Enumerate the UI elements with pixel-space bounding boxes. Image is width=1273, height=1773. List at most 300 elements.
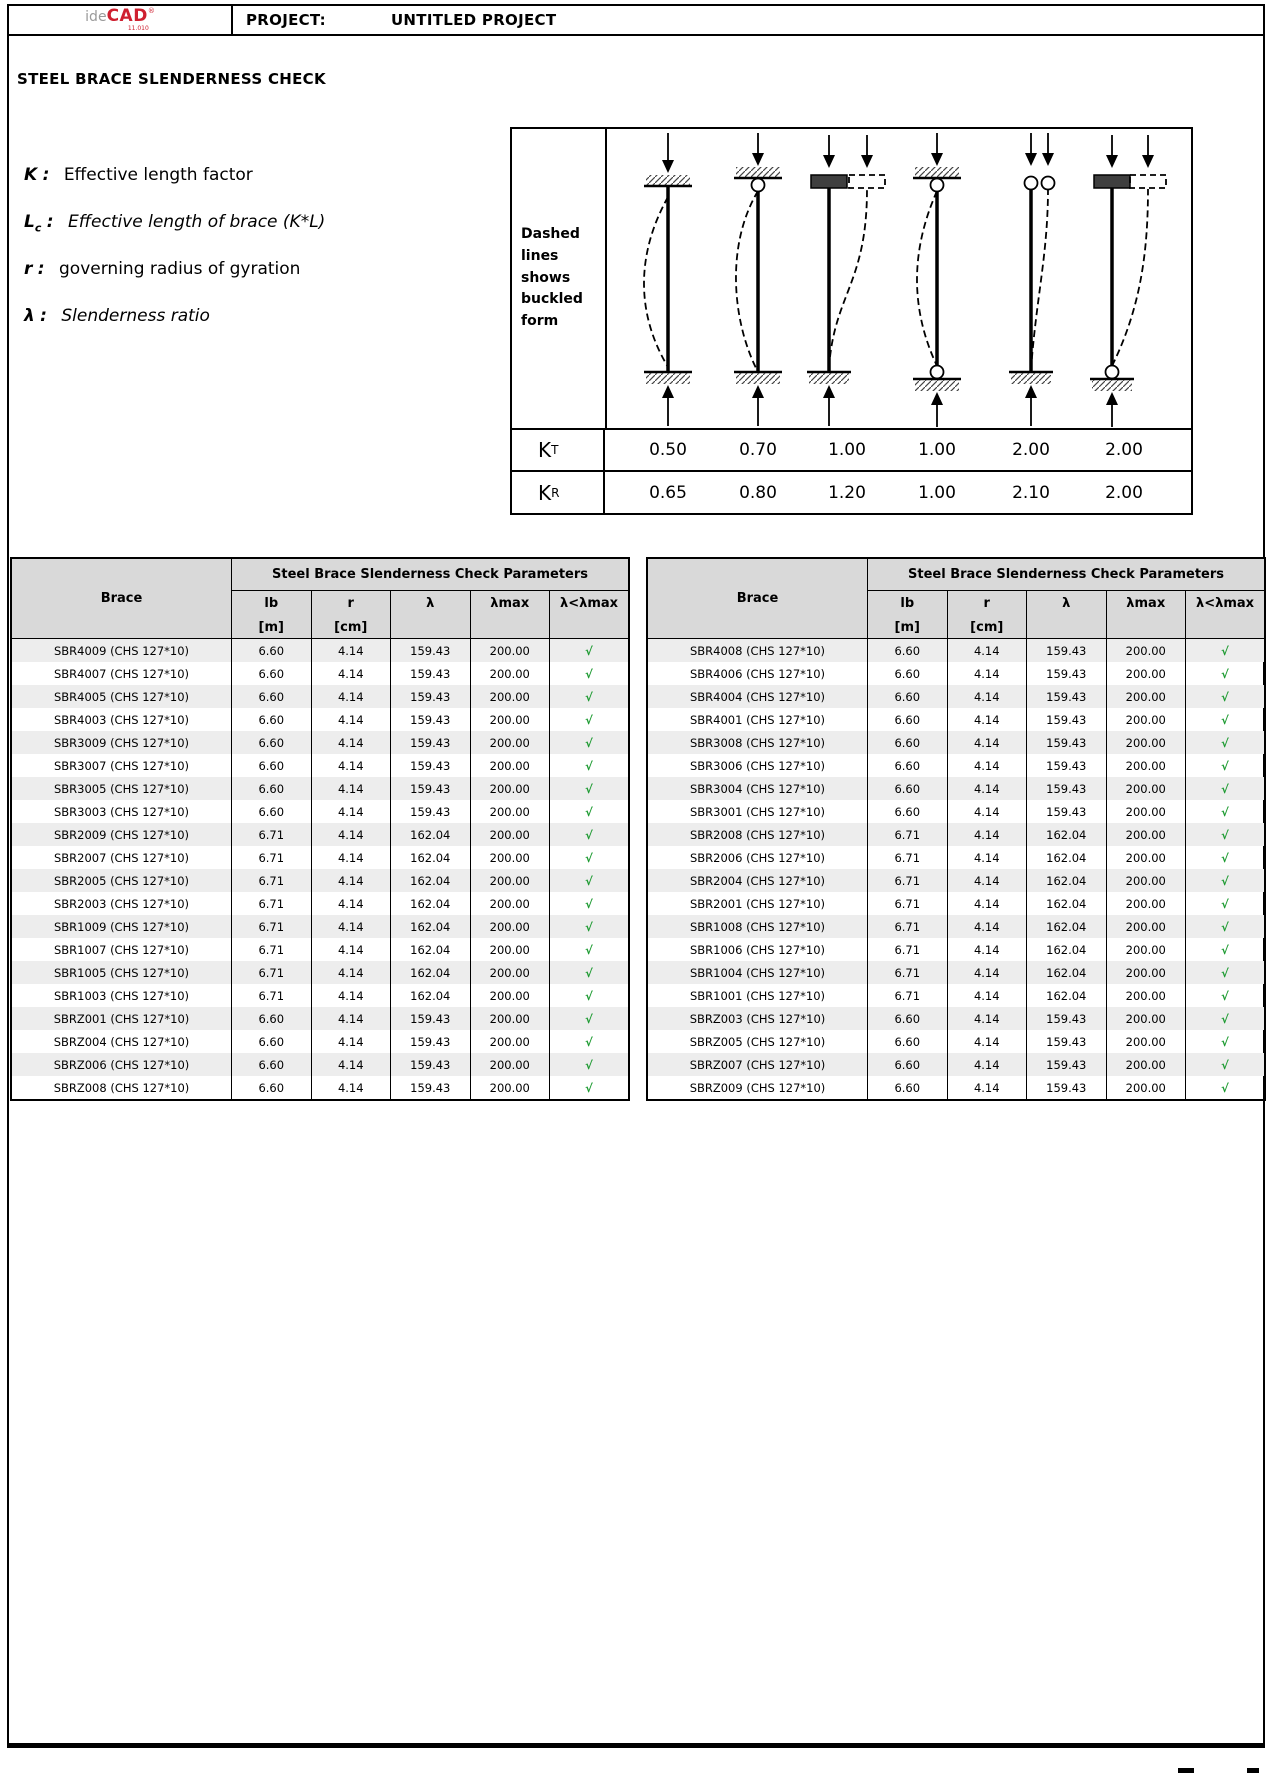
table-row: [647, 639, 1265, 663]
lambda-cell: 159.43: [1027, 731, 1107, 754]
r-cell: 4.14: [947, 961, 1027, 984]
lambda-cell: 159.43: [1027, 1007, 1107, 1030]
col-header-r: r [cm]: [947, 591, 1027, 639]
brace-figure-fixed-fixed: [644, 133, 692, 426]
table-row: [647, 869, 1265, 892]
lb-cell: 6.60: [232, 1053, 312, 1076]
lambda-max-cell: 200.00: [1106, 823, 1186, 846]
r-cell: 4.14: [311, 662, 391, 685]
lambda-max-cell: 200.00: [1106, 685, 1186, 708]
col-header-brace: Brace: [647, 558, 868, 639]
lambda-max-cell: 200.00: [470, 1030, 550, 1053]
check-cell: √: [1186, 639, 1266, 663]
lb-cell: 6.71: [868, 823, 948, 846]
check-cell: √: [550, 1007, 630, 1030]
r-cell: 4.14: [311, 1007, 391, 1030]
lambda-max-cell: 200.00: [470, 685, 550, 708]
lambda-max-cell: 200.00: [470, 777, 550, 800]
r-cell: 4.14: [947, 708, 1027, 731]
table-row: [647, 777, 1265, 800]
check-cell: √: [1186, 731, 1266, 754]
check-cell: √: [1186, 777, 1266, 800]
col-header-lb: lb [m]: [868, 591, 948, 639]
check-cell: √: [1186, 961, 1266, 984]
brace-name-cell: SBR3005 (CHS 127*10): [11, 777, 232, 800]
kt-value: 0.50: [649, 440, 687, 460]
brace-name-cell: SBR3004 (CHS 127*10): [647, 777, 868, 800]
lambda-max-cell: 200.00: [1106, 777, 1186, 800]
table-row: [647, 846, 1265, 869]
kr-value: 0.80: [739, 482, 777, 503]
r-cell: 4.14: [947, 984, 1027, 1007]
check-cell: √: [550, 639, 630, 663]
lb-cell: 6.71: [868, 938, 948, 961]
check-cell: √: [1186, 823, 1266, 846]
lb-cell: 6.71: [868, 961, 948, 984]
lambda-max-cell: 200.00: [470, 892, 550, 915]
brace-name-cell: SBR4009 (CHS 127*10): [11, 639, 232, 663]
table-row: [11, 662, 629, 685]
brace-name-cell: SBRZ006 (CHS 127*10): [11, 1053, 232, 1076]
lambda-cell: 162.04: [391, 823, 471, 846]
brace-name-cell: SBR2006 (CHS 127*10): [647, 846, 868, 869]
lambda-max-cell: 200.00: [1106, 731, 1186, 754]
kt-value: 1.00: [828, 440, 866, 460]
brace-name-cell: SBR2004 (CHS 127*10): [647, 869, 868, 892]
lambda-max-cell: 200.00: [470, 754, 550, 777]
check-cell: √: [1186, 984, 1266, 1007]
lb-cell: 6.60: [868, 731, 948, 754]
lambda-max-cell: 200.00: [1106, 754, 1186, 777]
lambda-cell: 159.43: [1027, 1053, 1107, 1076]
lambda-cell: 159.43: [391, 1053, 471, 1076]
table-row: [647, 800, 1265, 823]
table-row: [647, 1007, 1265, 1030]
lambda-cell: 159.43: [391, 1076, 471, 1100]
r-cell: 4.14: [311, 938, 391, 961]
lambda-max-cell: 200.00: [1106, 1076, 1186, 1100]
r-cell: 4.14: [947, 731, 1027, 754]
col-header-lambda: λ: [1027, 591, 1107, 639]
brace-name-cell: SBR1003 (CHS 127*10): [11, 984, 232, 1007]
kr-value: 1.00: [918, 482, 956, 503]
lambda-max-cell: 200.00: [1106, 869, 1186, 892]
check-cell: √: [1186, 846, 1266, 869]
lb-cell: 6.71: [868, 915, 948, 938]
r-cell: 4.14: [947, 915, 1027, 938]
brace-name-cell: SBR4006 (CHS 127*10): [647, 662, 868, 685]
page-bottom-rule: [7, 1743, 1265, 1748]
brace-name-cell: SBR1009 (CHS 127*10): [11, 915, 232, 938]
kr-value: 0.65: [649, 482, 687, 503]
table-row: [647, 915, 1265, 938]
lb-cell: 6.60: [868, 639, 948, 663]
lambda-cell: 159.43: [1027, 685, 1107, 708]
brace-name-cell: SBR3001 (CHS 127*10): [647, 800, 868, 823]
table-row: [11, 777, 629, 800]
lambda-cell: 162.04: [1027, 869, 1107, 892]
r-cell: 4.14: [311, 869, 391, 892]
col-header-brace: Brace: [11, 558, 232, 639]
table-row: [11, 1030, 629, 1053]
lb-cell: 6.60: [232, 1030, 312, 1053]
col-header-r: r [cm]: [311, 591, 391, 639]
lb-cell: 6.71: [868, 846, 948, 869]
table-row: [11, 823, 629, 846]
page-title: STEEL BRACE SLENDERNESS CHECK: [17, 70, 326, 88]
registered-mark-icon: ®: [147, 7, 155, 15]
effective-length-diagram: [510, 127, 1193, 515]
r-cell: 4.14: [947, 800, 1027, 823]
col-header-params: Steel Brace Slenderness Check Parameters: [232, 558, 630, 591]
r-cell: 4.14: [947, 1030, 1027, 1053]
project-cell: [233, 6, 1263, 34]
col-header-params: Steel Brace Slenderness Check Parameters: [868, 558, 1266, 591]
table-row: [647, 892, 1265, 915]
lb-cell: 6.60: [868, 685, 948, 708]
lb-cell: 6.71: [232, 984, 312, 1007]
lb-cell: 6.71: [232, 915, 312, 938]
lambda-cell: 159.43: [1027, 754, 1107, 777]
r-cell: 4.14: [311, 823, 391, 846]
report-header: [7, 4, 1265, 36]
lambda-max-cell: 200.00: [1106, 1007, 1186, 1030]
lb-cell: 6.71: [868, 892, 948, 915]
lambda-cell: 162.04: [1027, 938, 1107, 961]
brace-name-cell: SBR2001 (CHS 127*10): [647, 892, 868, 915]
lb-cell: 6.71: [232, 846, 312, 869]
brace-name-cell: SBR4008 (CHS 127*10): [647, 639, 868, 663]
lambda-max-cell: 200.00: [1106, 961, 1186, 984]
r-cell: 4.14: [311, 800, 391, 823]
diagram-note: Dashed lines shows buckled form: [521, 226, 583, 330]
r-cell: 4.14: [311, 685, 391, 708]
lb-cell: 6.71: [232, 869, 312, 892]
lambda-max-cell: 200.00: [470, 915, 550, 938]
brace-name-cell: SBR4007 (CHS 127*10): [11, 662, 232, 685]
check-cell: √: [550, 1053, 630, 1076]
check-cell: √: [1186, 915, 1266, 938]
kt-label: K T: [512, 430, 605, 470]
logo-cad-text: CAD: [106, 6, 148, 26]
lambda-cell: 159.43: [1027, 800, 1107, 823]
lb-cell: 6.71: [232, 823, 312, 846]
brace-name-cell: SBRZ005 (CHS 127*10): [647, 1030, 868, 1053]
brace-name-cell: SBR2008 (CHS 127*10): [647, 823, 868, 846]
table-row: [11, 1007, 629, 1030]
lambda-cell: 162.04: [1027, 823, 1107, 846]
kt-value: 1.00: [918, 440, 956, 460]
table-row: [647, 1076, 1265, 1100]
table-row: [647, 984, 1265, 1007]
buckled-form-figures: [607, 129, 1191, 428]
lambda-cell: 159.43: [391, 754, 471, 777]
lambda-max-cell: 200.00: [1106, 846, 1186, 869]
check-cell: √: [1186, 1007, 1266, 1030]
brace-figure-guided-pinned: [1090, 135, 1166, 427]
r-cell: 4.14: [947, 869, 1027, 892]
r-cell: 4.14: [311, 1076, 391, 1100]
definition-r: r : governing radius of gyration: [24, 259, 301, 279]
lambda-max-cell: 200.00: [1106, 800, 1186, 823]
lb-cell: 6.60: [232, 685, 312, 708]
lambda-max-cell: 200.00: [470, 1076, 550, 1100]
kr-row: [512, 470, 1191, 513]
kt-value: 2.00: [1105, 440, 1143, 460]
brace-name-cell: SBR3006 (CHS 127*10): [647, 754, 868, 777]
table-row: [11, 639, 629, 663]
r-cell: 4.14: [947, 892, 1027, 915]
lambda-cell: 162.04: [1027, 915, 1107, 938]
lb-cell: 6.60: [232, 777, 312, 800]
lb-cell: 6.60: [232, 754, 312, 777]
lambda-cell: 159.43: [391, 708, 471, 731]
lb-cell: 6.71: [868, 869, 948, 892]
check-cell: √: [550, 754, 630, 777]
slenderness-table-left: [10, 557, 630, 1101]
project-name: UNTITLED PROJECT: [390, 11, 557, 29]
brace-name-cell: SBRZ003 (CHS 127*10): [647, 1007, 868, 1030]
lb-cell: 6.60: [868, 1076, 948, 1100]
lambda-cell: 162.04: [391, 984, 471, 1007]
lb-cell: 6.60: [232, 708, 312, 731]
lb-cell: 6.60: [868, 800, 948, 823]
col-header-lambda: λ: [391, 591, 471, 639]
r-cell: 4.14: [311, 1030, 391, 1053]
lambda-max-cell: 200.00: [1106, 639, 1186, 663]
lambda-cell: 159.43: [391, 800, 471, 823]
check-cell: √: [550, 823, 630, 846]
check-cell: √: [1186, 892, 1266, 915]
lambda-max-cell: 200.00: [470, 1007, 550, 1030]
table-row: [11, 961, 629, 984]
lb-cell: 6.60: [868, 708, 948, 731]
table-row: [647, 708, 1265, 731]
lambda-cell: 162.04: [391, 961, 471, 984]
col-header-check: λ<λmax: [1186, 591, 1266, 639]
lb-cell: 6.60: [232, 731, 312, 754]
brace-name-cell: SBR4004 (CHS 127*10): [647, 685, 868, 708]
lambda-max-cell: 200.00: [470, 984, 550, 1007]
table-row: [11, 938, 629, 961]
brace-name-cell: SBR4001 (CHS 127*10): [647, 708, 868, 731]
lb-cell: 6.60: [232, 1076, 312, 1100]
table-row: [11, 800, 629, 823]
slenderness-table-right: [646, 557, 1266, 1101]
kr-value: 2.10: [1012, 482, 1050, 503]
brace-name-cell: SBR1008 (CHS 127*10): [647, 915, 868, 938]
lambda-cell: 162.04: [391, 846, 471, 869]
lambda-cell: 162.04: [391, 869, 471, 892]
check-cell: √: [1186, 708, 1266, 731]
footer-clipped-text: [1247, 1768, 1259, 1773]
brace-name-cell: SBR3007 (CHS 127*10): [11, 754, 232, 777]
kr-label: K R: [512, 472, 605, 513]
table-row: [11, 892, 629, 915]
r-cell: 4.14: [311, 846, 391, 869]
brace-name-cell: SBRZ008 (CHS 127*10): [11, 1076, 232, 1100]
definition-lc: $L_c$ : Effective length of brace (K*L): [24, 212, 326, 235]
r-cell: 4.14: [311, 915, 391, 938]
table-row: [647, 685, 1265, 708]
logo-ide-text: ide: [85, 9, 107, 25]
check-cell: √: [550, 984, 630, 1007]
brace-name-cell: SBR1005 (CHS 127*10): [11, 961, 232, 984]
lambda-cell: 159.43: [1027, 1030, 1107, 1053]
check-cell: √: [550, 685, 630, 708]
lambda-max-cell: 200.00: [470, 639, 550, 663]
r-cell: 4.14: [947, 1053, 1027, 1076]
table-row: [647, 754, 1265, 777]
kt-value: 0.70: [739, 440, 777, 460]
lambda-cell: 159.43: [391, 685, 471, 708]
brace-name-cell: SBRZ009 (CHS 127*10): [647, 1076, 868, 1100]
table-row: [11, 915, 629, 938]
table-row: [647, 961, 1265, 984]
brace-figure-pinned-fixed: [734, 133, 782, 426]
lambda-max-cell: 200.00: [1106, 984, 1186, 1007]
kr-value: 2.00: [1105, 482, 1143, 503]
lambda-cell: 159.43: [391, 777, 471, 800]
lambda-max-cell: 200.00: [1106, 1053, 1186, 1076]
r-cell: 4.14: [311, 639, 391, 663]
lambda-max-cell: 200.00: [470, 961, 550, 984]
brace-figure-pinned-pinned: [913, 133, 961, 427]
lb-cell: 6.60: [868, 754, 948, 777]
col-header-lambda-max: λmax: [1106, 591, 1186, 639]
brace-name-cell: SBRZ001 (CHS 127*10): [11, 1007, 232, 1030]
lb-cell: 6.60: [232, 662, 312, 685]
r-cell: 4.14: [947, 823, 1027, 846]
brace-name-cell: SBRZ007 (CHS 127*10): [647, 1053, 868, 1076]
brace-name-cell: SBR4005 (CHS 127*10): [11, 685, 232, 708]
lambda-cell: 162.04: [1027, 846, 1107, 869]
brace-name-cell: SBR3008 (CHS 127*10): [647, 731, 868, 754]
r-cell: 4.14: [947, 938, 1027, 961]
r-cell: 4.14: [311, 731, 391, 754]
brace-name-cell: SBRZ004 (CHS 127*10): [11, 1030, 232, 1053]
check-cell: √: [550, 662, 630, 685]
check-cell: √: [1186, 800, 1266, 823]
lb-cell: 6.60: [868, 1030, 948, 1053]
buckled-forms-svg: [607, 129, 1191, 428]
lb-cell: 6.71: [232, 892, 312, 915]
lb-cell: 6.60: [232, 800, 312, 823]
table-row: [11, 869, 629, 892]
lambda-cell: 162.04: [391, 915, 471, 938]
lambda-max-cell: 200.00: [1106, 892, 1186, 915]
lambda-max-cell: 200.00: [470, 846, 550, 869]
lambda-cell: 159.43: [391, 1030, 471, 1053]
lb-cell: 6.60: [232, 1007, 312, 1030]
lambda-max-cell: 200.00: [1106, 662, 1186, 685]
r-cell: 4.14: [947, 846, 1027, 869]
check-cell: √: [550, 869, 630, 892]
r-cell: 4.14: [947, 754, 1027, 777]
check-cell: √: [550, 1030, 630, 1053]
lambda-cell: 159.43: [391, 1007, 471, 1030]
check-cell: √: [550, 1076, 630, 1100]
r-cell: 4.14: [947, 639, 1027, 663]
lambda-cell: 159.43: [1027, 777, 1107, 800]
lambda-max-cell: 200.00: [1106, 938, 1186, 961]
check-cell: √: [1186, 662, 1266, 685]
lambda-max-cell: 200.00: [470, 708, 550, 731]
r-cell: 4.14: [311, 984, 391, 1007]
lambda-cell: 159.43: [1027, 662, 1107, 685]
r-cell: 4.14: [947, 1076, 1027, 1100]
r-cell: 4.14: [311, 1053, 391, 1076]
check-cell: √: [550, 708, 630, 731]
brace-name-cell: SBR1001 (CHS 127*10): [647, 984, 868, 1007]
lb-cell: 6.60: [868, 1053, 948, 1076]
lambda-max-cell: 200.00: [470, 823, 550, 846]
check-cell: √: [1186, 1030, 1266, 1053]
lb-cell: 6.60: [232, 639, 312, 663]
brace-name-cell: SBR4003 (CHS 127*10): [11, 708, 232, 731]
lambda-cell: 162.04: [1027, 961, 1107, 984]
brace-name-cell: SBR1006 (CHS 127*10): [647, 938, 868, 961]
lambda-max-cell: 200.00: [470, 800, 550, 823]
table-row: [647, 731, 1265, 754]
check-cell: √: [550, 892, 630, 915]
brace-name-cell: SBR1007 (CHS 127*10): [11, 938, 232, 961]
footer-clipped-text: [1178, 1768, 1194, 1773]
table-row: [11, 731, 629, 754]
check-cell: √: [1186, 869, 1266, 892]
r-cell: 4.14: [311, 892, 391, 915]
lambda-max-cell: 200.00: [470, 731, 550, 754]
lambda-max-cell: 200.00: [1106, 915, 1186, 938]
check-cell: √: [550, 846, 630, 869]
brace-name-cell: SBR2003 (CHS 127*10): [11, 892, 232, 915]
kt-row: [512, 428, 1191, 470]
lb-cell: 6.71: [868, 984, 948, 1007]
lb-cell: 6.60: [868, 777, 948, 800]
logo-version: 11.010: [127, 25, 149, 32]
definition-k: K : Effective length factor: [24, 165, 253, 185]
check-cell: √: [550, 915, 630, 938]
lambda-max-cell: 200.00: [1106, 1030, 1186, 1053]
check-cell: √: [1186, 1053, 1266, 1076]
lambda-cell: 162.04: [391, 938, 471, 961]
table-row: [11, 846, 629, 869]
lambda-max-cell: 200.00: [1106, 708, 1186, 731]
table-row: [11, 1053, 629, 1076]
lambda-cell: 159.43: [391, 731, 471, 754]
definition-lambda: λ : Slenderness ratio: [24, 306, 210, 326]
lb-cell: 6.60: [868, 662, 948, 685]
check-cell: √: [1186, 754, 1266, 777]
lb-cell: 6.60: [868, 1007, 948, 1030]
brace-name-cell: SBR2009 (CHS 127*10): [11, 823, 232, 846]
table-row: [647, 1053, 1265, 1076]
check-cell: √: [550, 961, 630, 984]
r-cell: 4.14: [311, 961, 391, 984]
lambda-cell: 162.04: [391, 892, 471, 915]
r-cell: 4.14: [947, 777, 1027, 800]
r-cell: 4.14: [947, 685, 1027, 708]
lambda-cell: 162.04: [1027, 984, 1107, 1007]
table-row: [11, 1076, 629, 1100]
col-header-lambda-max: λmax: [470, 591, 550, 639]
check-cell: √: [550, 938, 630, 961]
kt-value: 2.00: [1012, 440, 1050, 460]
brace-name-cell: SBR3009 (CHS 127*10): [11, 731, 232, 754]
lb-cell: 6.71: [232, 961, 312, 984]
idecad-logo: [9, 6, 233, 34]
lambda-cell: 159.43: [391, 639, 471, 663]
